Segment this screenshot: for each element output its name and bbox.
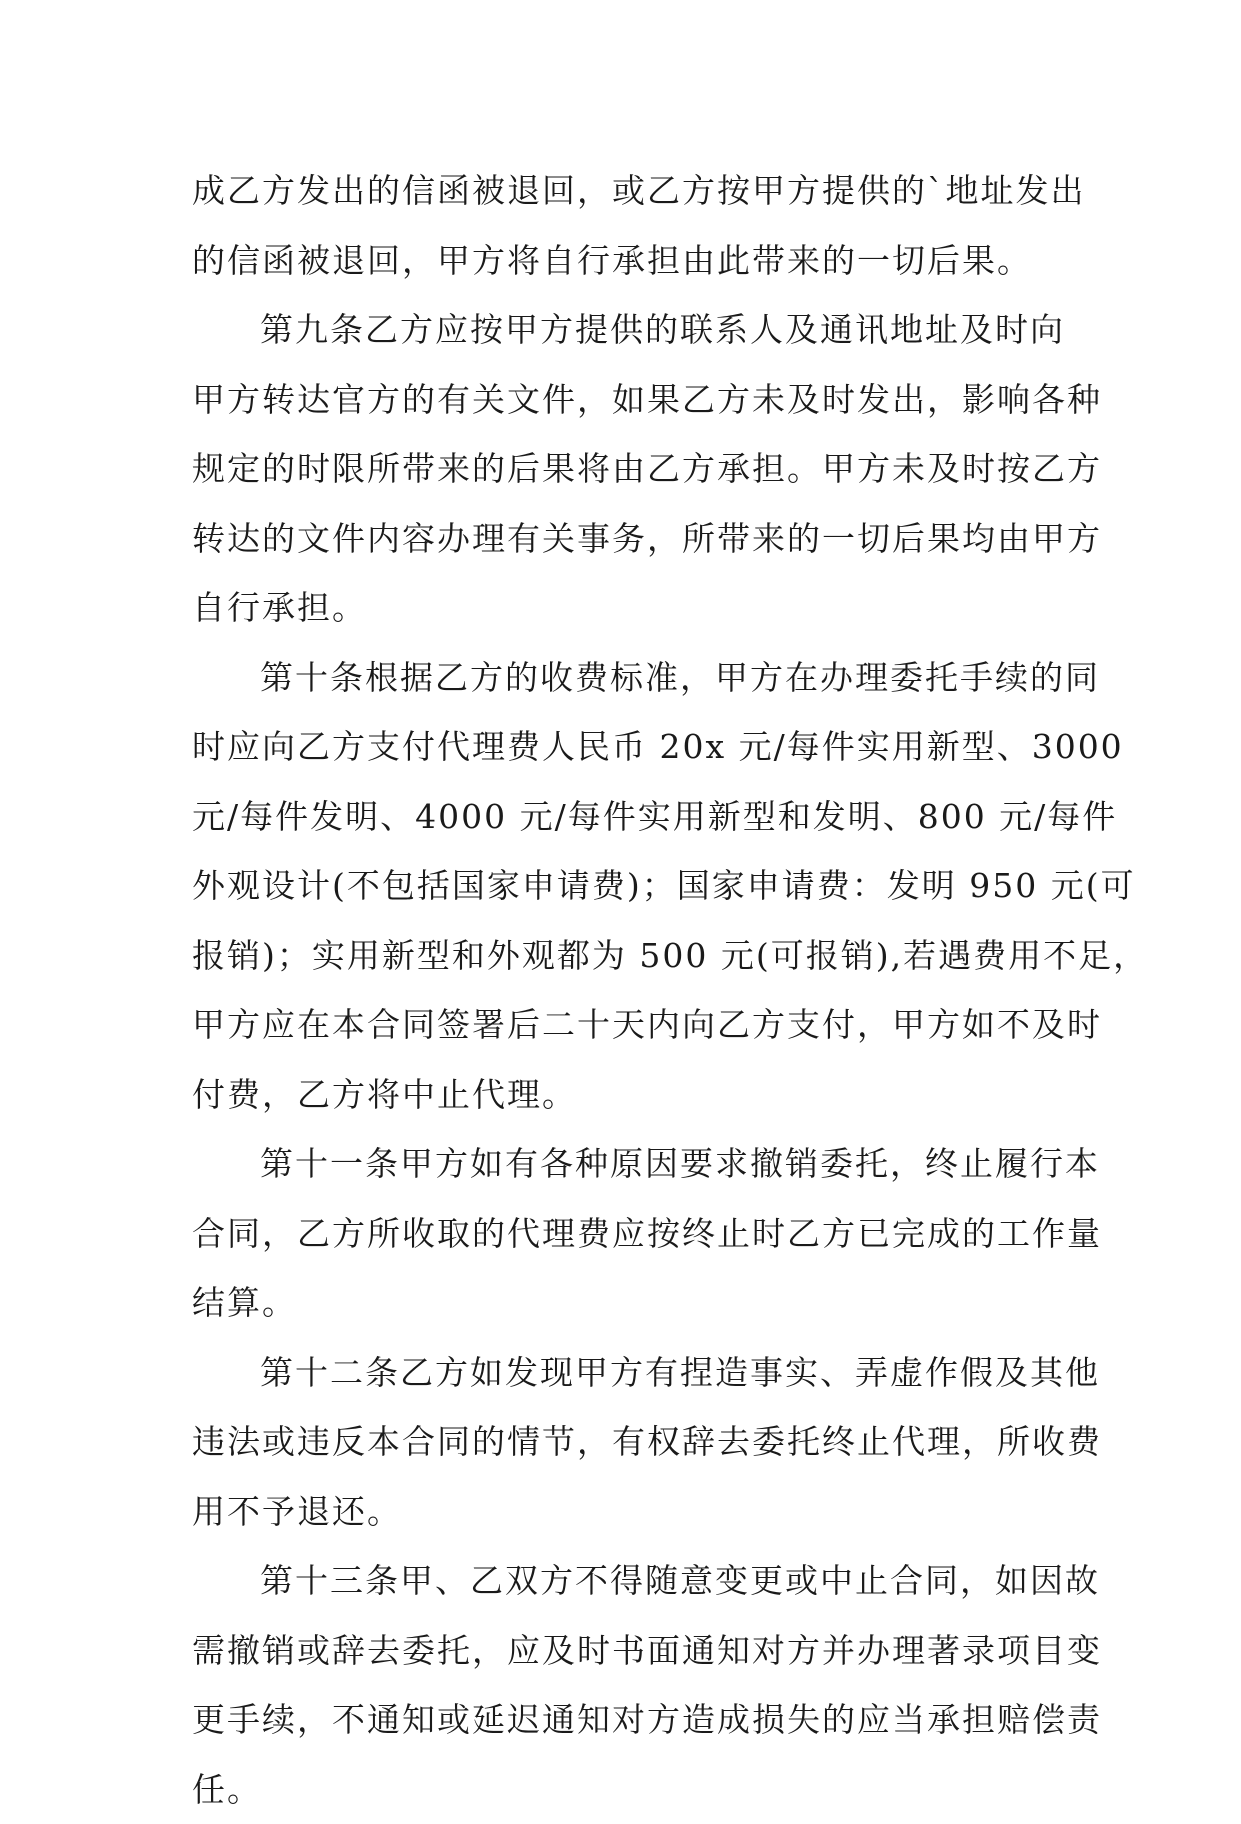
text-line-19: 违法或违反本合同的情节，有权辞去委托终止代理，所收费 [192, 1407, 1048, 1477]
text-line-8: 第十条根据乙方的收费标准，甲方在办理委托手续的同 [192, 643, 1048, 713]
text-line-2: 的信函被退回，甲方将自行承担由此带来的一切后果。 [192, 226, 1048, 296]
text-line-16: 合同，乙方所收取的代理费应按终止时乙方已完成的工作量 [192, 1199, 1048, 1269]
text-line-24: 任。 [192, 1755, 1048, 1824]
text-line-17: 结算。 [192, 1268, 1048, 1338]
document-page [192, 156, 1048, 1824]
text-line-10: 元/每件发明、4000 元/每件实用新型和发明、800 元/每件 [192, 782, 1048, 852]
text-line-15: 第十一条甲方如有各种原因要求撤销委托，终止履行本 [192, 1129, 1048, 1199]
text-line-21: 第十三条甲、乙双方不得随意变更或中止合同，如因故 [192, 1546, 1048, 1616]
text-line-4: 甲方转达官方的有关文件，如果乙方未及时发出，影响各种 [192, 365, 1048, 435]
text-line-1: 成乙方发出的信函被退回，或乙方按甲方提供的`地址发出 [192, 156, 1048, 226]
text-line-3: 第九条乙方应按甲方提供的联系人及通讯地址及时向 [192, 295, 1048, 365]
text-line-11: 外观设计(不包括国家申请费)；国家申请费：发明 950 元(可 [192, 851, 1048, 921]
text-line-12: 报销)；实用新型和外观都为 500 元(可报销),若遇费用不足， [192, 921, 1048, 991]
text-line-18: 第十二条乙方如发现甲方有捏造事实、弄虚作假及其他 [192, 1338, 1048, 1408]
text-line-7: 自行承担。 [192, 573, 1048, 643]
text-line-9: 时应向乙方支付代理费人民币 20x 元/每件实用新型、3000 [192, 712, 1048, 782]
text-line-14: 付费，乙方将中止代理。 [192, 1060, 1048, 1130]
text-line-20: 用不予退还。 [192, 1477, 1048, 1547]
text-line-23: 更手续，不通知或延迟通知对方造成损失的应当承担赔偿责 [192, 1685, 1048, 1755]
text-line-22: 需撤销或辞去委托，应及时书面通知对方并办理著录项目变 [192, 1616, 1048, 1686]
text-line-13: 甲方应在本合同签署后二十天内向乙方支付，甲方如不及时 [192, 990, 1048, 1060]
text-line-6: 转达的文件内容办理有关事务，所带来的一切后果均由甲方 [192, 504, 1048, 574]
text-line-5: 规定的时限所带来的后果将由乙方承担。甲方未及时按乙方 [192, 434, 1048, 504]
